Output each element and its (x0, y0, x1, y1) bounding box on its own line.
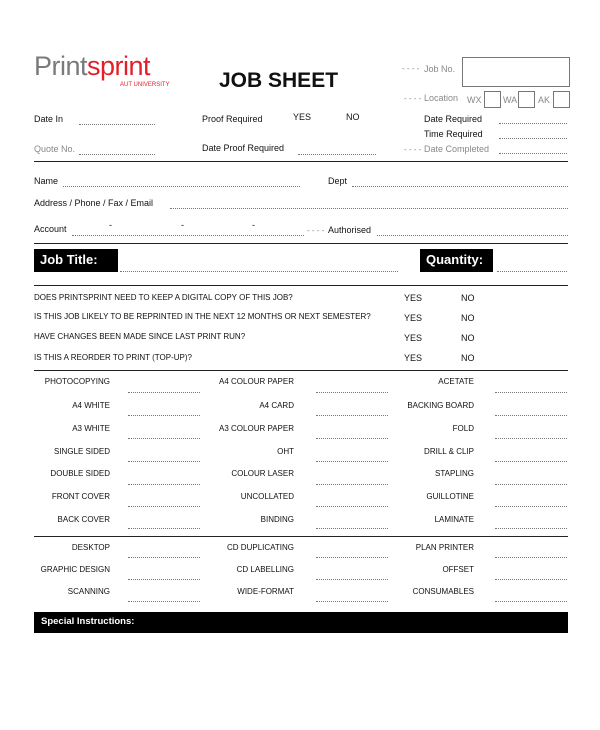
question-yes-option[interactable]: YES (404, 333, 423, 343)
address-label: Address / Phone / Fax / Email (34, 198, 154, 208)
divider-3 (34, 285, 568, 286)
job-no-label: Job No. (424, 64, 456, 74)
time-required-label: Time Required (424, 129, 483, 139)
option-label: DOUBLE SIDED (50, 469, 110, 478)
divider-1 (34, 161, 568, 162)
account-separator-3: - (252, 220, 255, 230)
name-label: Name (34, 176, 59, 186)
question-label: IS THIS A REORDER TO PRINT (TOP-UP)? (34, 353, 192, 362)
quantity-label: Quantity: (426, 252, 484, 267)
option-label: BACKING BOARD (407, 401, 474, 410)
option-label: A4 WHITE (72, 401, 110, 410)
special-instructions-area[interactable] (34, 634, 568, 722)
question-no-option[interactable]: NO (461, 293, 475, 303)
service-field[interactable] (128, 557, 200, 558)
quantity-bar (420, 249, 493, 272)
service-label: CONSUMABLES (412, 587, 474, 596)
divider-5 (34, 536, 568, 537)
date-completed-field[interactable] (499, 153, 567, 154)
question-no-option[interactable]: NO (461, 333, 475, 343)
option-field[interactable] (128, 438, 200, 439)
job-title-label: Job Title: (40, 252, 98, 267)
service-field[interactable] (495, 601, 567, 602)
question-yes-option[interactable]: YES (404, 293, 423, 303)
option-field[interactable] (316, 484, 388, 485)
option-field[interactable] (316, 438, 388, 439)
page-title: JOB SHEET (219, 69, 339, 92)
service-field[interactable] (316, 579, 388, 580)
authorised-label: Authorised (328, 225, 372, 235)
option-field[interactable] (128, 415, 200, 416)
special-instructions-bar (34, 612, 568, 633)
service-label: CD LABELLING (236, 565, 294, 574)
time-required-field[interactable] (499, 138, 567, 139)
location-ak-label: AK (538, 95, 551, 105)
option-label: COLOUR LASER (231, 469, 294, 478)
option-label: OHT (277, 447, 294, 456)
logo-print-text: Print (34, 51, 88, 81)
option-field[interactable] (316, 528, 388, 529)
option-label: A4 CARD (259, 401, 294, 410)
authorised-field[interactable] (377, 235, 568, 236)
job-no-field[interactable] (462, 57, 570, 87)
logo-sprint-text: sprint (87, 51, 151, 81)
option-label: A3 COLOUR PAPER (219, 424, 294, 433)
option-field[interactable] (128, 484, 200, 485)
quote-no-field[interactable] (79, 154, 155, 155)
service-label: DESKTOP (71, 543, 110, 552)
special-instructions-label: Special Instructions: (41, 616, 135, 627)
account-field[interactable] (72, 235, 304, 236)
dept-label: Dept (328, 176, 348, 186)
service-label: GRAPHIC DESIGN (40, 565, 110, 574)
logo-subtitle: AUT UNIVERSITY (120, 82, 170, 88)
option-field[interactable] (316, 415, 388, 416)
authorised-prefix: ‐ ‐ ‐ ‐ (307, 226, 325, 235)
option-label: SINGLE SIDED (53, 447, 110, 456)
option-field[interactable] (495, 528, 567, 529)
option-label: BINDING (260, 515, 294, 524)
proof-yes-option[interactable]: YES (293, 112, 312, 122)
quote-no-label: Quote No. (34, 144, 76, 154)
question-yes-option[interactable]: YES (404, 313, 423, 323)
option-field[interactable] (128, 461, 200, 462)
option-label: PHOTOCOPYING (44, 377, 110, 386)
service-field[interactable] (495, 557, 567, 558)
option-label: GUILLOTINE (426, 492, 474, 501)
option-label: LAMINATE (434, 515, 474, 524)
service-field[interactable] (128, 601, 200, 602)
option-label: DRILL & CLIP (424, 447, 474, 456)
location-wa-label: WA (503, 95, 518, 105)
option-field[interactable] (495, 438, 567, 439)
date-proof-required-label: Date Proof Required (202, 143, 285, 153)
name-field[interactable] (63, 186, 300, 187)
date-in-label: Date In (34, 114, 64, 124)
question-yes-option[interactable]: YES (404, 353, 423, 363)
date-completed-label: Date Completed (424, 144, 490, 154)
option-field[interactable] (316, 392, 388, 393)
option-field[interactable] (495, 392, 567, 393)
option-field[interactable] (495, 506, 567, 507)
question-label: DOES PRINTSPRINT NEED TO KEEP A DIGITAL COPY OF THIS JOB? (34, 293, 293, 302)
option-label: A4 COLOUR PAPER (219, 377, 294, 386)
divider-4 (34, 370, 568, 371)
job-title-field[interactable] (120, 271, 398, 272)
question-no-option[interactable]: NO (461, 313, 475, 323)
option-field[interactable] (495, 461, 567, 462)
location-ak-checkbox[interactable] (553, 91, 570, 108)
location-label: Location (424, 93, 459, 103)
option-label: STAPLING (435, 469, 474, 478)
service-label: OFFSET (442, 565, 474, 574)
option-field[interactable] (495, 415, 567, 416)
option-field[interactable] (128, 392, 200, 393)
divider-2 (34, 243, 568, 244)
location-wa-checkbox[interactable] (518, 91, 535, 108)
service-field[interactable] (316, 557, 388, 558)
service-label: WIDE-FORMAT (237, 587, 294, 596)
option-label: FRONT COVER (51, 492, 110, 501)
dept-field[interactable] (352, 186, 568, 187)
quantity-field[interactable] (497, 271, 567, 272)
job-title-bar (34, 249, 118, 272)
service-field[interactable] (495, 579, 567, 580)
option-label: UNCOLLATED (240, 492, 294, 501)
service-label: PLAN PRINTER (415, 543, 474, 552)
question-label: IS THIS JOB LIKELY TO BE REPRINTED IN THE NEXT 12 MONTHS OR NEXT SEMESTER? (34, 312, 371, 321)
option-field[interactable] (495, 484, 567, 485)
option-field[interactable] (316, 461, 388, 462)
question-label: HAVE CHANGES BEEN MADE SINCE LAST PRINT RUN? (34, 332, 246, 341)
date-completed-prefix: ‐ ‐ ‐ ‐ (404, 145, 422, 154)
service-label: CD DUPLICATING (227, 543, 294, 552)
account-separator-1: - (109, 220, 112, 230)
address-field[interactable] (170, 208, 568, 209)
proof-no-option[interactable]: NO (346, 112, 360, 122)
company-logo (34, 51, 170, 88)
option-field[interactable] (128, 506, 200, 507)
service-field[interactable] (128, 579, 200, 580)
option-label: BACK COVER (57, 515, 110, 524)
date-required-label: Date Required (424, 114, 483, 124)
option-label: A3 WHITE (72, 424, 110, 433)
option-field[interactable] (128, 528, 200, 529)
service-field[interactable] (316, 601, 388, 602)
service-label: SCANNING (67, 587, 110, 596)
location-wx-checkbox[interactable] (484, 91, 501, 108)
account-label: Account (34, 224, 67, 234)
question-no-option[interactable]: NO (461, 353, 475, 363)
option-label: FOLD (452, 424, 474, 433)
location-prefix: ‐ ‐ ‐ ‐ (404, 94, 422, 103)
date-proof-required-field[interactable] (298, 154, 376, 155)
option-field[interactable] (316, 506, 388, 507)
date-required-field[interactable] (499, 123, 567, 124)
location-wx-label: WX (467, 95, 482, 105)
option-label: ACETATE (438, 377, 474, 386)
job-no-prefix: ‐ ‐ ‐ ‐ (402, 64, 420, 73)
date-in-field[interactable] (79, 124, 155, 125)
account-separator-2: - (181, 220, 184, 230)
proof-required-label: Proof Required (202, 114, 263, 124)
